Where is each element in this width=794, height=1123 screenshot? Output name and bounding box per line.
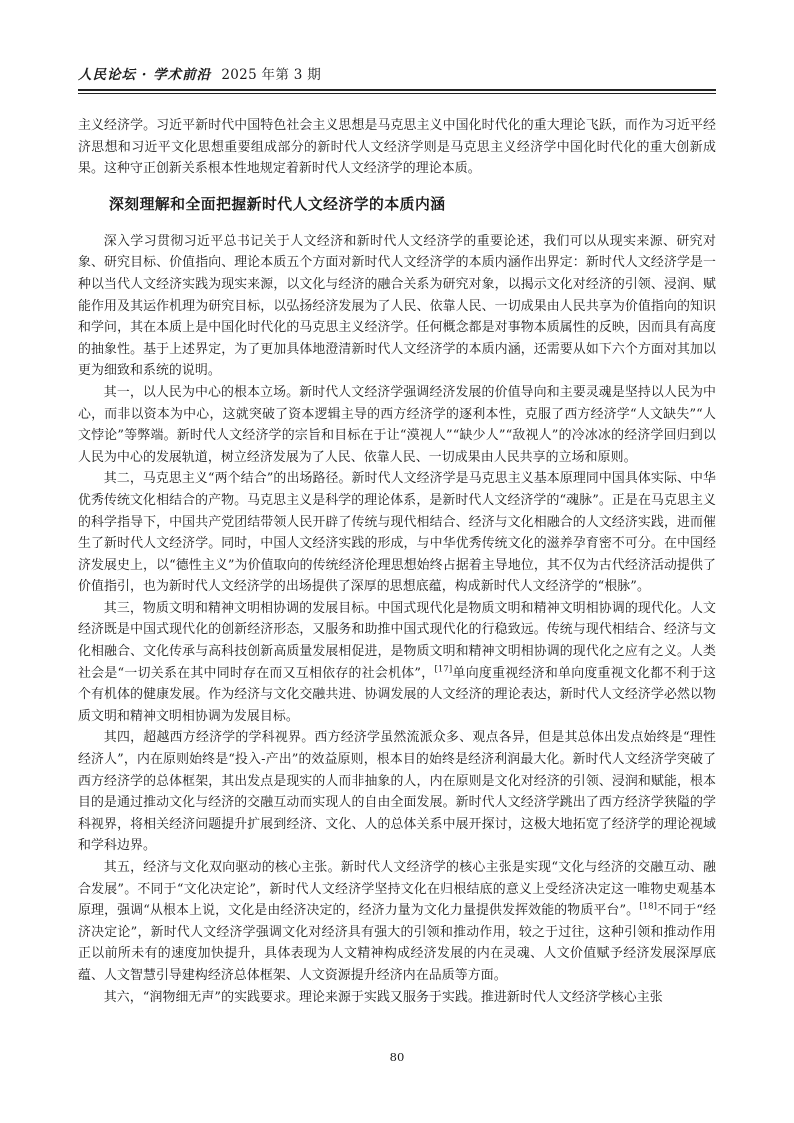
point-five-text-a: 其五，经济与文化双向驱动的核心主张。新时代人文经济学的核心主张是实现“文化与经济的交融互动、融合发展”。不同于“文化决定论”，新时代人文经济学坚持文化在归根结底的意义上受经济决定这一唯物史观基本原理，强调“从根本上说，文化是由经济决定的，经济力量为文化力量提供发挥效能的物质平台”。 — [78, 860, 716, 919]
point-six-paragraph: 其六，“润物细无声”的实践要求。理论来源于实践又服务于实践。推进新时代人文经济学核心主张 — [103, 989, 663, 1005]
page-number: 80 — [389, 1050, 405, 1064]
journal-title: 人民论坛 · 学术前沿 — [78, 67, 212, 83]
header-rule-thick — [78, 89, 716, 91]
point-five-text-b: 不同于“经济决定论”，新时代人文经济学强调文化对经济具有强大的引领和推动作用，较之于过往，这种引领和推动作用正以前所未有的速度加快提升，具体表现为人文精神构成经济发展的内在灵魂、人文价值赋予经济发展深厚底蕴、人文智慧引导建构经济总体框架、人文资源提升经济内在品质等方面。 — [78, 903, 717, 983]
section-heading: 深刻理解和全面把握新时代人文经济学的本质内涵 — [109, 195, 446, 213]
header-rule-thin — [78, 93, 716, 94]
issue-label: 2025 年第 3 期 — [221, 67, 322, 83]
point-one-paragraph: 其一，以人民为中心的根本立场。新时代人文经济学强调经济发展的价值导向和主要灵魂是坚持以人民为中心，而非以资本为中心，这就突破了资本逻辑主导的西方经济学的逐利本性，克服了西方经济学“人文缺失”“人文悖论”等弊端。新时代人文经济学的宗旨和目标在于让“漠视人”“缺少人”“敌视人”的冷冰冰的经济学回归到以人民为中心的发展轨道，树立经济发展为了人民、依靠人民、一切成果由人民共享的立场和原则。 — [78, 384, 716, 465]
article-body — [78, 115, 716, 1008]
point-five-paragraph — [78, 857, 716, 987]
citation-ref-17: [17] — [434, 664, 453, 675]
point-three-text-a: 其三，物质文明和精神文明相协调的发展目标。中国式现代化是物质文明和精神文明相协调的现代化。人文经济既是中国式现代化的创新经济形态，又服务和助推中国式现代化的行稳致远。传统与现代相结合、经济与文化相融合、文化传承与高科技创新高质量发展相促进，是物质文明和精神文明相协调的现代化之应有之义。人类社会是“一切关系在其中同时存在而又互相依存的社会机体”， — [78, 600, 716, 681]
intro-paragraph: 主义经济学。习近平新时代中国特色社会主义思想是马克思主义中国化时代化的重大理论飞跃，而作为习近平经济思想和习近平文化思想重要组成部分的新时代人文经济学则是马克思主义经济学中国化时代化的重大创新成果。这种守正创新关系根本性地规定着新时代人文经济学的理论本质。 — [78, 118, 716, 177]
point-four-paragraph: 其四，超越西方经济学的学科视界。西方经济学虽然流派众多、观点各异，但是其总体出发点始终是“理性经济人”，内在原则始终是“投入-产出”的效益原则，根本目的始终是经济利润最大化。新时代人文经济学突破了西方经济学的总体框架，其出发点是现实的人而非抽象的人，内在原则是文化对经济的引领、浸润和赋能，根本目的是通过推动文化与经济的交融互动而实现人的自由全面发展。新时代人文经济学跳出了西方经济学狭隘的学科视界，将相关经济问题提升扩展到经济、文化、人的总体关系中展开探讨，这极大地拓宽了经济学的理论视域和学科边界。 — [78, 730, 716, 854]
point-two-paragraph: 其二，马克思主义“两个结合”的出场路径。新时代人文经济学是马克思主义基本原理同中国具体实际、中华优秀传统文化相结合的产物。马克思主义是科学的理论体系，是新时代人文经济学的“魂脉”。正是在马克思主义的科学指导下，中国共产党团结带领人民开辟了传统与现代相结合、经济与文化相融合的人文经济实践，进而催生了新时代人文经济学。同时，中国人文经济实践的形成，与中华优秀传统文化的滋养孕育密不可分。在中国经济发展史上，以“德性主义”为价值取向的传统经济伦理思想始终占据着主导地位，其不仅为古代经济活动提供了价值指引，也为新时代人文经济学的出场提供了深厚的思想底蕴，构成新时代人文经济学的“根脉”。 — [78, 471, 716, 595]
point-three-paragraph — [78, 598, 716, 728]
running-header — [78, 64, 716, 86]
point-three-text-b: 单向度重视经济和单向度重视文化都不利于这个有机体的健康发展。作为经济与文化交融共进、协调发展的人文经济的理论表达，新时代人文经济学必然以物质文明和精神文明相协调为发展目标。 — [78, 665, 716, 724]
overview-paragraph: 深入学习贯彻习近平总书记关于人文经济和新时代人文经济学的重要论述，我们可以从现实来源、研究对象、研究目标、价值指向、理论本质五个方面对新时代人文经济学的本质内涵作出界定：新时代人文经济学是一种以当代人文经济实践为现实来源，以文化与经济的融合关系为研究对象，以揭示文化对经济的引领、浸润、赋能作用及其运作机理为研究目标，以弘扬经济发展为了人民、依靠人民、一切成果由人民共享为价值指向的知识和学问，其在本质上是中国化时代化的马克思主义经济学。任何概念都是对事物本质属性的反映，因而具有高度的抽象性。基于上述界定，为了更加具体地澄清新时代人文经济学的本质内涵，还需要从如下六个方面对其加以更为细致和系统的说明。 — [78, 233, 716, 379]
citation-ref-18: [18] — [639, 901, 658, 912]
